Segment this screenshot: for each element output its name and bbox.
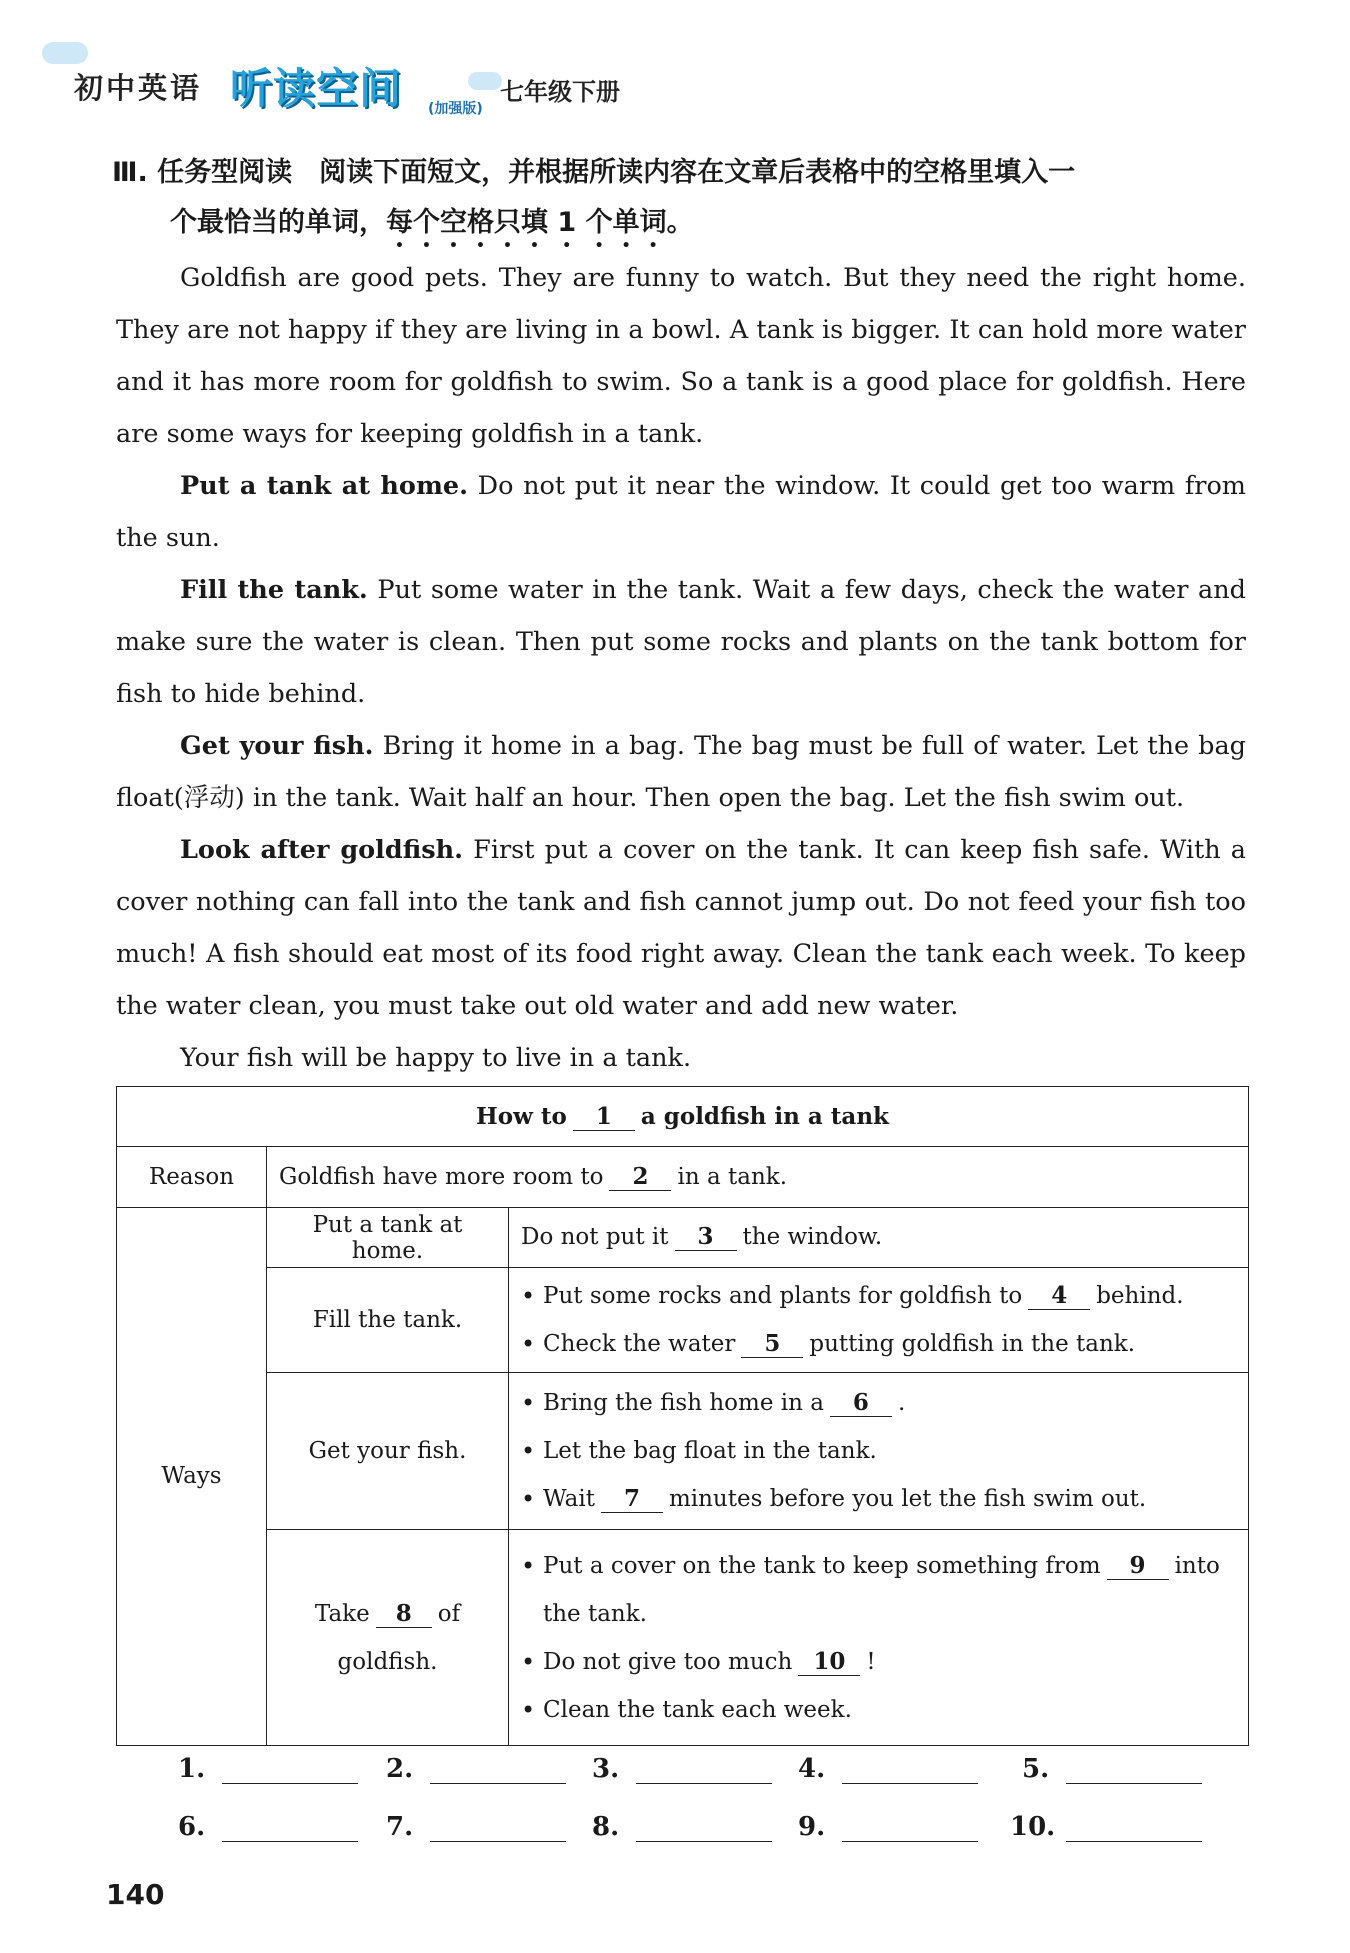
- header-edition: (加强版): [428, 101, 483, 117]
- cell-text: Goldfish have more room to: [279, 1163, 604, 1190]
- answer-number: 5.: [1022, 1754, 1050, 1784]
- blank-4[interactable]: 4: [1028, 1283, 1090, 1310]
- way-3-label: Get your fish.: [267, 1373, 509, 1530]
- way-2-label: Fill the tank.: [267, 1268, 509, 1373]
- cell-text: minutes before you let the fish swim out.: [668, 1486, 1147, 1513]
- table-row: [117, 1530, 1249, 1746]
- instruction-emphasis: 每个空格只填 1 个单词: [386, 207, 667, 238]
- cell-text: Bring the fish home in a: [543, 1390, 824, 1417]
- answer-8[interactable]: [592, 1812, 772, 1842]
- bullet-item: [521, 1320, 1236, 1368]
- bullet-item: [521, 1638, 1236, 1686]
- instruction-line-2: [112, 198, 1262, 254]
- reason-label: Reason: [117, 1147, 267, 1207]
- answer-10[interactable]: [1010, 1812, 1202, 1842]
- cell-text: !: [866, 1648, 876, 1675]
- way-3-cell: [509, 1373, 1249, 1530]
- paragraph-1: Goldfish are good pets. They are funny to watch. But they need the right home. They are not happy if they are living in a bowl. A tank is bigger. It can hold more water and it has more room for goldfish to swim. So a tank is a good place for goldfish. Here are some ways for keeping goldfish in a tank.: [116, 263, 1246, 449]
- answer-number: 3.: [592, 1754, 620, 1784]
- bullet-item: [521, 1542, 1236, 1638]
- title-text: How to: [476, 1102, 567, 1130]
- instruction-text: 个最恰当的单词，: [170, 207, 386, 238]
- table-row: [117, 1268, 1249, 1373]
- answer-9[interactable]: [798, 1812, 978, 1842]
- header-series-title: 初中英语: [74, 71, 203, 105]
- instruction-end: 。: [666, 207, 694, 238]
- paragraph-6: Your fish will be happy to live in a tank.: [180, 1043, 692, 1073]
- answer-row-1: [178, 1754, 1258, 1812]
- blank-9[interactable]: 9: [1107, 1553, 1169, 1580]
- cell-text: goldfish.: [337, 1648, 438, 1675]
- blank-6[interactable]: 6: [830, 1390, 892, 1417]
- cell-text: .: [897, 1390, 906, 1417]
- answer-number: 7.: [386, 1812, 414, 1842]
- cell-text: the window.: [742, 1224, 883, 1251]
- answer-number: 6.: [178, 1812, 206, 1842]
- answer-blank[interactable]: [636, 1817, 772, 1842]
- answer-blank[interactable]: [430, 1759, 566, 1784]
- way-4-cell: [509, 1530, 1249, 1746]
- answer-blank[interactable]: [636, 1759, 772, 1784]
- bullet-item: • Let the bag float in the tank.: [521, 1427, 1236, 1475]
- bullet-item: • Clean the tank each week.: [521, 1686, 1236, 1734]
- answer-blank[interactable]: [222, 1759, 358, 1784]
- bullet-item: [521, 1475, 1236, 1523]
- answer-blank[interactable]: [842, 1817, 978, 1842]
- cell-text: of: [437, 1600, 461, 1627]
- reason-cell: [267, 1147, 1249, 1207]
- reading-passage: [116, 252, 1246, 1084]
- paragraph-heading: Look after goldfish.: [180, 835, 464, 865]
- cell-text: putting goldfish in the tank.: [809, 1331, 1136, 1358]
- paragraph-3: [116, 564, 1246, 720]
- answer-number: 1.: [178, 1754, 206, 1784]
- table-title: [117, 1087, 1249, 1147]
- answer-number: 2.: [386, 1754, 414, 1784]
- answer-1[interactable]: [178, 1754, 358, 1784]
- answer-number: 8.: [592, 1812, 620, 1842]
- table-row: [117, 1373, 1249, 1530]
- answer-4[interactable]: [798, 1754, 978, 1784]
- cell-text: behind.: [1096, 1283, 1184, 1310]
- cell-text: Put some rocks and plants for goldfish to: [543, 1283, 1023, 1310]
- page-number: 140: [106, 1878, 165, 1911]
- paragraph-text: Do not put it near the window. It could get too warm from the sun.: [116, 471, 1246, 553]
- cell-text: Wait: [543, 1486, 595, 1513]
- bullet-item: [521, 1272, 1236, 1320]
- way-1-cell: [509, 1207, 1249, 1267]
- answer-7[interactable]: [386, 1812, 566, 1842]
- answer-5[interactable]: [1022, 1754, 1202, 1784]
- paragraph-text: Bring it home in a bag. The bag must be full of water. Let the bag float(浮动) in the tank. Wait half an hour. Then open the bag. Let the fish swim out.: [116, 731, 1246, 813]
- answer-number: 10.: [1010, 1812, 1056, 1842]
- paragraph-heading: Put a tank at home.: [180, 471, 469, 501]
- answer-6[interactable]: [178, 1812, 358, 1842]
- paragraph-5: [116, 824, 1246, 1032]
- blank-5[interactable]: 5: [741, 1331, 803, 1358]
- table-row: [117, 1147, 1249, 1207]
- cell-text: in a tank.: [677, 1163, 788, 1190]
- bullet-item: [521, 1379, 1236, 1427]
- answer-lines: [178, 1754, 1258, 1870]
- answer-blank[interactable]: [1066, 1759, 1202, 1784]
- cloud-decoration-icon: [42, 42, 88, 64]
- blank-3[interactable]: 3: [675, 1224, 737, 1251]
- answer-3[interactable]: [592, 1754, 772, 1784]
- paragraph-4: [116, 720, 1246, 824]
- answer-blank[interactable]: [842, 1759, 978, 1784]
- cell-text: Do not give too much: [543, 1648, 793, 1675]
- answer-2[interactable]: [386, 1754, 566, 1784]
- cell-text: Put a cover on the tank to keep something from: [543, 1552, 1101, 1579]
- cell-text: Take: [314, 1600, 370, 1627]
- paragraph-text: First put a cover on the tank. It can keep fish safe. With a cover nothing can fall into the tank and fish cannot jump out. Do not feed your fish too much! A fish should eat most of its food right away. Clean the tank each week. To keep the water clean, you must take out old water and add new water.: [116, 835, 1247, 1021]
- paragraph-heading: Fill the tank.: [180, 575, 368, 605]
- way-4-label: [267, 1530, 509, 1746]
- task-table: [116, 1086, 1249, 1746]
- cell-text: Do not put it: [521, 1224, 669, 1251]
- answer-blank[interactable]: [1066, 1817, 1202, 1842]
- table-row: [117, 1207, 1249, 1267]
- blank-2[interactable]: 2: [609, 1164, 671, 1191]
- way-2-cell: [509, 1268, 1249, 1373]
- instruction-line-1: Ⅲ. 任务型阅读 阅读下面短文，并根据所读内容在文章后表格中的空格里填入一: [112, 157, 1076, 188]
- blank-1[interactable]: 1: [573, 1104, 635, 1131]
- title-text: a goldfish in a tank: [640, 1102, 889, 1130]
- paragraph-text: Put some water in the tank. Wait a few days, check the water and make sure the water is clean. Then put some rocks and plants on the tank bottom for fish to hide behind.: [116, 575, 1246, 709]
- header-brand-logo: 听读空间: [230, 64, 403, 113]
- answer-blank[interactable]: [222, 1817, 358, 1842]
- blank-8[interactable]: 8: [376, 1601, 432, 1628]
- answer-number: 9.: [798, 1812, 826, 1842]
- table-row: [117, 1087, 1249, 1147]
- section-instruction: [112, 148, 1262, 254]
- answer-blank[interactable]: [430, 1817, 566, 1842]
- cell-text: into the tank.: [543, 1552, 1220, 1627]
- blank-7[interactable]: 7: [601, 1486, 663, 1513]
- answer-number: 4.: [798, 1754, 826, 1784]
- ways-label: Ways: [117, 1207, 267, 1745]
- paragraph-heading: Get your fish.: [180, 731, 374, 761]
- cloud-small-decoration-icon: [468, 72, 502, 90]
- header-grade: 七年级下册: [500, 78, 620, 106]
- paragraph-2: [116, 460, 1246, 564]
- way-1-label: Put a tank at home.: [267, 1207, 509, 1267]
- blank-10[interactable]: 10: [798, 1649, 860, 1676]
- cell-text: Check the water: [543, 1331, 736, 1358]
- answer-row-2: [178, 1812, 1258, 1870]
